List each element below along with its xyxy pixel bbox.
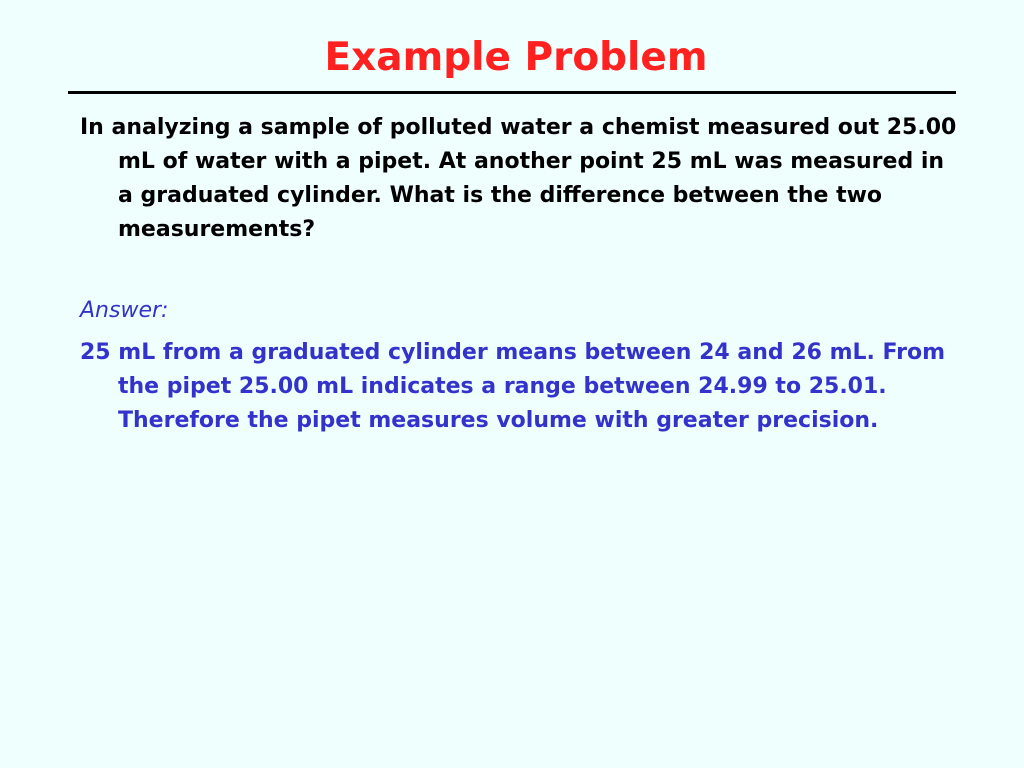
slide-title: Example Problem <box>324 35 708 80</box>
title-divider <box>68 91 956 94</box>
question-text: In analyzing a sample of polluted water a chemist measured out 25.00 mL of water with a pipet. At another point 25 mL was measured in a graduated cylinder. What is the difference between the two measurements? <box>80 115 957 242</box>
answer-text: 25 mL from a graduated cylinder means between 24 and 26 mL. From the pipet 25.00 mL indicates a range between 24.99 to 25.01. Therefore the pipet measures volume with greater precision. <box>80 340 946 433</box>
answer-label: Answer: <box>80 298 169 323</box>
